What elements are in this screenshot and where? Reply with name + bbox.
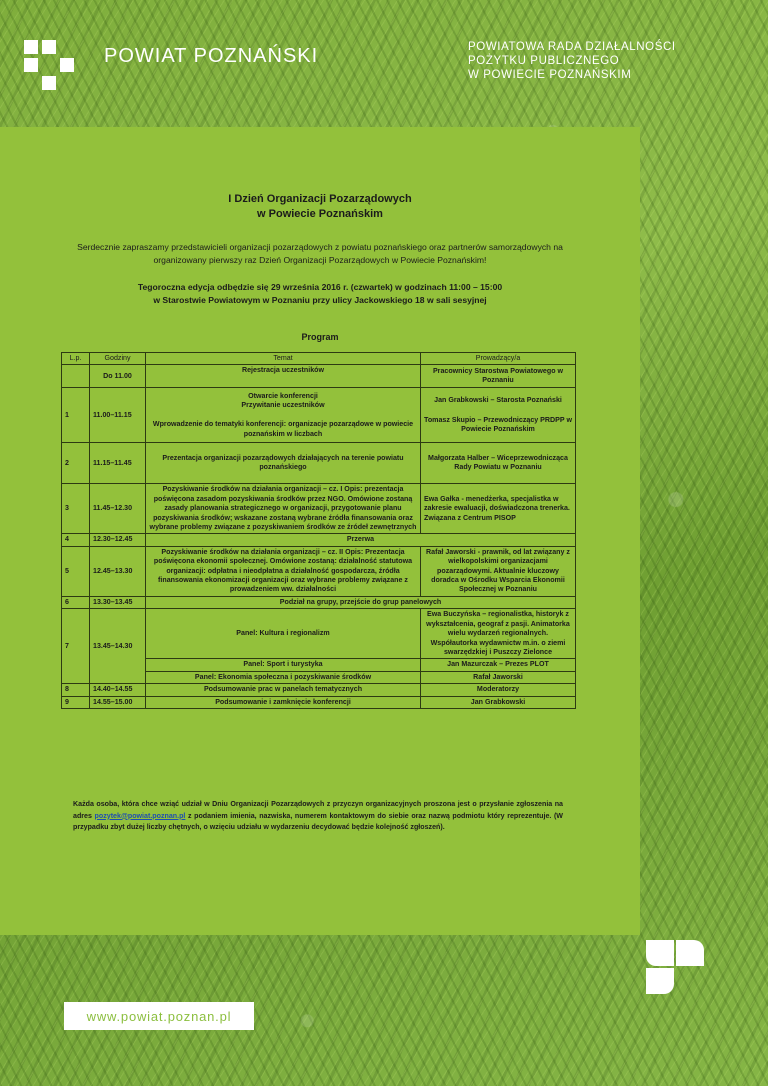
council-line: POWIATOWA RADA DZIAŁALNOŚCI	[468, 41, 676, 53]
cell-host: Rafał Jaworski	[421, 671, 576, 683]
cell-lp: 8	[62, 684, 90, 696]
cell-topic: Podsumowanie prac w panelach tematycznych	[146, 684, 421, 696]
cell-topic: Podsumowanie i zamknięcie konferencji	[146, 696, 421, 708]
registration-note	[73, 799, 563, 834]
cell-time: 11.15–11.45	[90, 443, 146, 484]
cell-lp: 6	[62, 596, 90, 608]
cell-topic: Panel: Sport i turystyka	[146, 659, 421, 671]
cell-time: 13.30–13.45	[90, 596, 146, 608]
brand-name: POWIAT POZNAŃSKI	[104, 45, 319, 67]
cell-host: Jan Grabkowski	[421, 696, 576, 708]
page-title	[0, 192, 640, 222]
cell-time: 12.30–12.45	[90, 534, 146, 546]
cell-host: Moderatorzy	[421, 684, 576, 696]
cell-host: Małgorzata Halber – Wiceprzewodnicząca Rady Powiatu w Poznaniu	[421, 443, 576, 484]
column-header: Temat	[146, 353, 421, 365]
table-row	[62, 534, 576, 546]
cell-lp: 9	[62, 696, 90, 708]
cell-time: 13.45–14.30	[90, 609, 146, 684]
title-line: I Dzień Organizacji Pozarządowych	[228, 193, 412, 205]
cell-topic: Przerwa	[146, 534, 576, 546]
table-row	[62, 684, 576, 696]
note-text: z podaniem imienia, nazwiska, numerem kontaktowym do siebie oraz nazwą podmiotu który reprezentuje. (W przypadku zbyt dużej liczby chętnych, o wzięciu udziału w wydarzeniu decydować będzie kolejność zgłoszeń).	[73, 811, 564, 832]
cell-topic: Pozyskiwanie środków na działania organizacji – cz. I Opis: prezentacja poświęcona zasadom pozyskiwania środków przez NGO. Omówione zostaną zasady planowania strategicznego w organizacji, przygotowanie planu pozyskiwania środków; wskazane zostaną wybrane źródła finansowania oraz wybrane problemy związane z pozyskiwaniem środków ze źródeł zewnętrznych	[146, 484, 421, 534]
cell-time: 14.40–14.55	[90, 684, 146, 696]
council-name	[468, 40, 676, 82]
column-header: Godziny	[90, 353, 146, 365]
topic-line: Otwarcie konferencji	[248, 391, 318, 400]
host-line: Jan Grabkowski – Starosta Poznański	[434, 396, 562, 405]
table-header-row	[62, 353, 576, 365]
cell-lp: 4	[62, 534, 90, 546]
event-location: w Starostwie Powiatowym w Poznaniu przy ulicy Jackowskiego 18 w sali sesyjnej	[153, 295, 487, 305]
topic-line: Wprowadzenie do tematyki konferencji: organizacje pozarządowe w powiecie poznańskim w liczbach	[152, 420, 414, 438]
table-row	[62, 609, 576, 659]
program-heading: Program	[301, 332, 339, 342]
host-line: Tomasz Skupio – Przewodniczący PRDPP w Powiecie Poznańskim	[424, 415, 572, 434]
powiat-logo-icon	[646, 940, 706, 996]
council-line: POŻYTKU PUBLICZNEGO	[468, 55, 620, 67]
cell-time: 11.45–12.30	[90, 484, 146, 534]
cell-lp: 2	[62, 443, 90, 484]
title-line: w Powiecie Poznańskim	[257, 208, 383, 220]
table-row	[62, 596, 576, 608]
cell-lp: 5	[62, 546, 90, 596]
cell-topic: Pozyskiwanie środków na działania organizacji – cz. II Opis: Prezentacja poświęcona ekonomii społecznej. Omówione zostaną: działalność statutowa organizacji: odpłatna i nieodpłatna a działalność gospodarcza, źródła finansowania ekonomizacji organizacji oraz wybrane problemy związane z prowadzeniem ww. działalności	[146, 546, 421, 596]
cell-topic: Podział na grupy, przejście do grup panelowych	[146, 596, 576, 608]
event-date: Tegoroczna edycja odbędzie się 29 września 2016 r. (czwartek) w godzinach 11:00 – 15:00	[137, 282, 503, 292]
cell-lp: 3	[62, 484, 90, 534]
cell-time: 12.45–13.30	[90, 546, 146, 596]
website-link[interactable]: www.powiat.poznan.pl	[64, 1002, 254, 1030]
cell-host: Pracownicy Starostwa Powiatowego w Poznaniu	[421, 365, 576, 388]
cell-topic	[146, 388, 421, 443]
cell-host: Ewa Gałka - menedżerka, specjalistka w zakresie ewaluacji, doświadczona trenerka. Związana z Centrum PISOP	[421, 484, 576, 534]
powiat-logo-icon	[24, 40, 80, 90]
cell-time: 14.55–15.00	[90, 696, 146, 708]
cell-lp	[62, 365, 90, 388]
column-header: L.p.	[62, 353, 90, 365]
cell-topic: Panel: Kultura i regionalizm	[146, 609, 421, 659]
cell-lp: 7	[62, 609, 90, 684]
intro-text: Serdecznie zapraszamy przedstawicieli organizacji pozarządowych z powiatu poznańskiego oraz partnerów samorządowych na organizowany pierwszy raz Dzień Organizacji Pozarządowych w Powiecie Poznańskim!	[77, 242, 563, 265]
column-header: Prowadzący/a	[421, 353, 576, 365]
cell-host: Jan Mazurczak – Prezes PLOT	[421, 659, 576, 671]
cell-host: Ewa Buczyńska – regionalistka, historyk z wykształcenia, geograf z pasji. Animatorka wielu wydarzeń regionalnych. Współautorka wydawnictw m.in. o ziemi swarzędzkiej i Puszczy Zielonce	[421, 609, 576, 659]
cell-host	[421, 388, 576, 443]
table-row	[62, 365, 576, 388]
event-details	[60, 281, 580, 307]
cell-host: Rafał Jaworski - prawnik, od lat związany z wielkopolskimi organizacjami pozarządowymi. Aktualnie kluczowy doradca w Ośrodku Wsparcia Ekonomii Społecznej w Poznaniu	[421, 546, 576, 596]
cell-time: Do 11.00	[90, 365, 146, 388]
table-row	[62, 443, 576, 484]
cell-topic: Prezentacja organizacji pozarządowych działających na terenie powiatu poznańskiego	[146, 443, 421, 484]
cell-time: 11.00–11.15	[90, 388, 146, 443]
table-row	[62, 388, 576, 443]
content-panel	[0, 127, 640, 935]
table-row	[62, 484, 576, 534]
table-row	[62, 546, 576, 596]
email-link[interactable]: pozytek@powiat.poznan.pl	[94, 811, 186, 820]
cell-topic: Panel: Ekonomia społeczna i pozyskiwanie środków	[146, 671, 421, 683]
table-row	[62, 696, 576, 708]
cell-topic: Rejestracja uczestników	[146, 365, 421, 388]
topic-line: Przywitanie uczestników	[241, 401, 325, 409]
note-text: Każda osoba, która chce wziąć udział w Dniu Organizacji Pozarządowych z przyczyn organizacyjnych proszona jest o przysłanie zgłoszenia na adres	[73, 800, 563, 820]
program-table	[61, 352, 576, 709]
cell-lp: 1	[62, 388, 90, 443]
council-line: W POWIECIE POZNAŃSKIM	[468, 69, 632, 81]
